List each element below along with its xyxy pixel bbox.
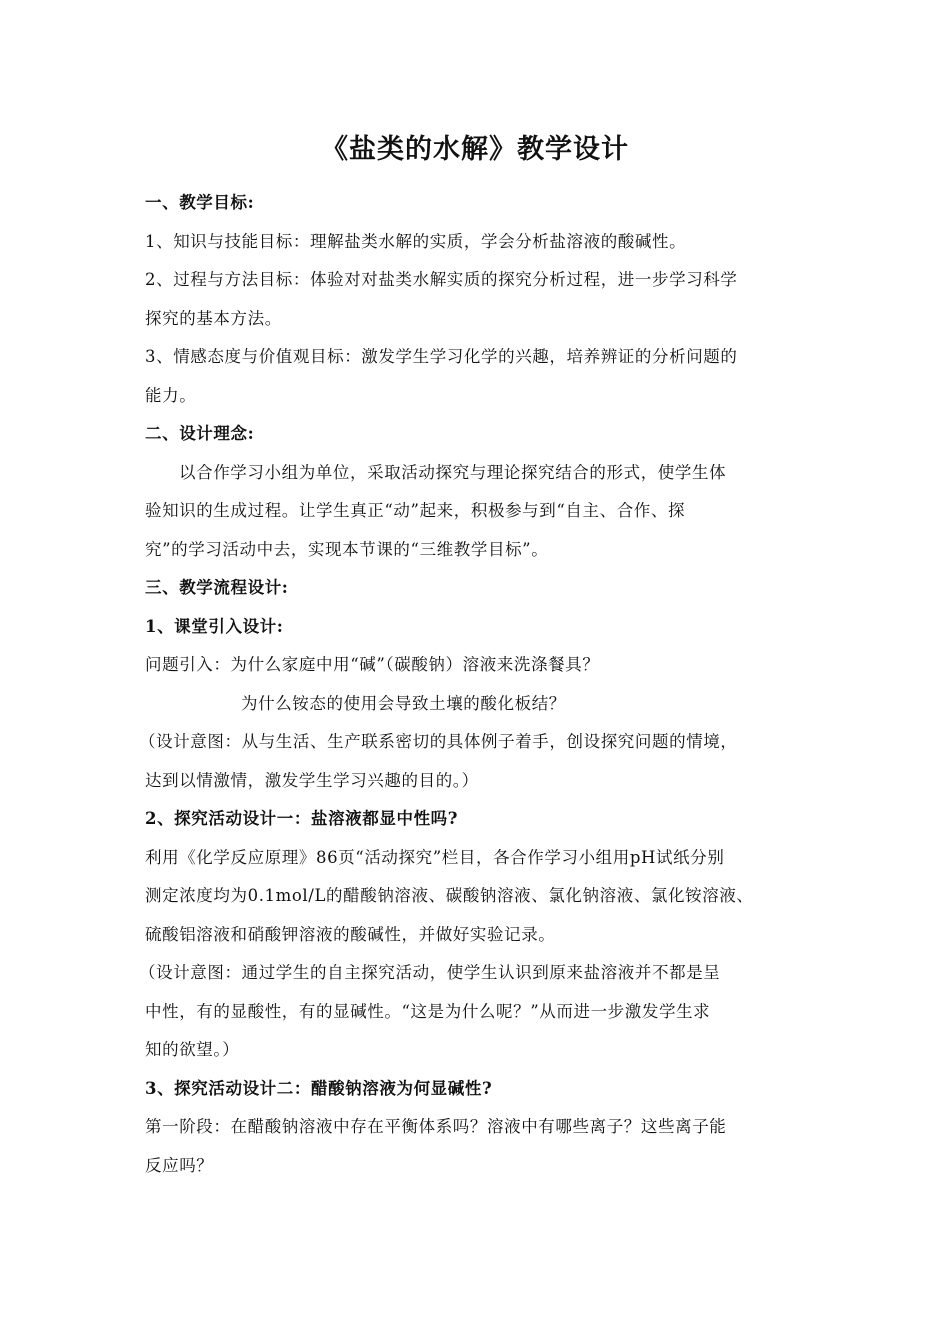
- paragraph-line: 第一阶段：在醋酸钠溶液中存在平衡体系吗？溶液中有哪些离子？这些离子能: [145, 1117, 727, 1136]
- paragraph-line: 利用《化学反应原理》86页“活动探究”栏目，各合作学习小组用pH试纸分别: [145, 847, 725, 867]
- subsection-heading-intro: 1、课堂引入设计:: [145, 616, 284, 636]
- paragraph-line: 中性，有的显酸性，有的显碱性。“这是为什么呢？”从而进一步激发学生求: [145, 1001, 711, 1021]
- paragraph-line: 知的欲望。）: [145, 1040, 240, 1059]
- paragraph-line: （设计意图：通过学生的自主探究活动，使学生认识到原来盐溶液并不都是呈: [139, 963, 721, 982]
- subsection-heading-activity-one: 2、探究活动设计一：盐溶液都显中性吗?: [145, 809, 459, 828]
- paragraph-line: 问题引入：为什么家庭中用“碱”（碳酸钠）溶液来洗涤餐具？: [145, 655, 600, 674]
- paragraph-line: 1、知识与技能目标：理解盐类水解的实质，学会分析盐溶液的酸碱性。: [145, 231, 687, 251]
- document-body: [139, 184, 821, 1185]
- paragraph-line: 2、过程与方法目标：体验对对盐类水解实质的探究分析过程，进一步学习科学: [145, 270, 738, 289]
- paragraph-line: 硫酸铝溶液和硝酸钾溶液的酸碱性，并做好实验记录。: [145, 924, 556, 944]
- paragraph-line: 验知识的生成过程。让学生真正“动”起来，积极参与到“自主、合作、探: [145, 501, 686, 520]
- paragraph-line: （设计意图：从与生活、生产联系密切的具体例子着手，创设探究问题的情境，: [139, 732, 738, 751]
- paragraph-line: 测定浓度均为0.1mol/L的醋酸钠溶液、碳酸钠溶液、氯化钠溶液、氯化铵溶液、: [145, 886, 754, 905]
- section-heading-process: 三、教学流程设计:: [145, 578, 289, 597]
- paragraph-line: 以合作学习小组为单位，采取活动探究与理论探究结合的形式，使学生体: [179, 462, 727, 482]
- paragraph-line: 探究的基本方法。: [145, 308, 282, 328]
- paragraph-line: 究”的学习活动中去，实现本节课的“三维教学目标”。: [145, 539, 549, 559]
- paragraph-line: 能力。: [145, 385, 197, 405]
- paragraph-line: 为什么铵态的使用会导致土壤的酸化板结？: [241, 693, 566, 713]
- paragraph-line: 3、情感态度与价值观目标：激发学生学习化学的兴趣，培养辨证的分析问题的: [145, 347, 738, 366]
- subsection-heading-activity-two: 3、探究活动设计二：醋酸钠溶液为何显碱性?: [145, 1078, 493, 1098]
- section-heading-design-concept: 二、设计理念:: [145, 424, 255, 443]
- section-heading-objectives: 一、教学目标:: [145, 193, 255, 212]
- document-title: 《盐类的水解》教学设计: [321, 134, 629, 165]
- paragraph-line: 达到以情激情，激发学生学习兴趣的目的。）: [145, 770, 479, 790]
- paragraph-line: 反应吗？: [145, 1155, 214, 1175]
